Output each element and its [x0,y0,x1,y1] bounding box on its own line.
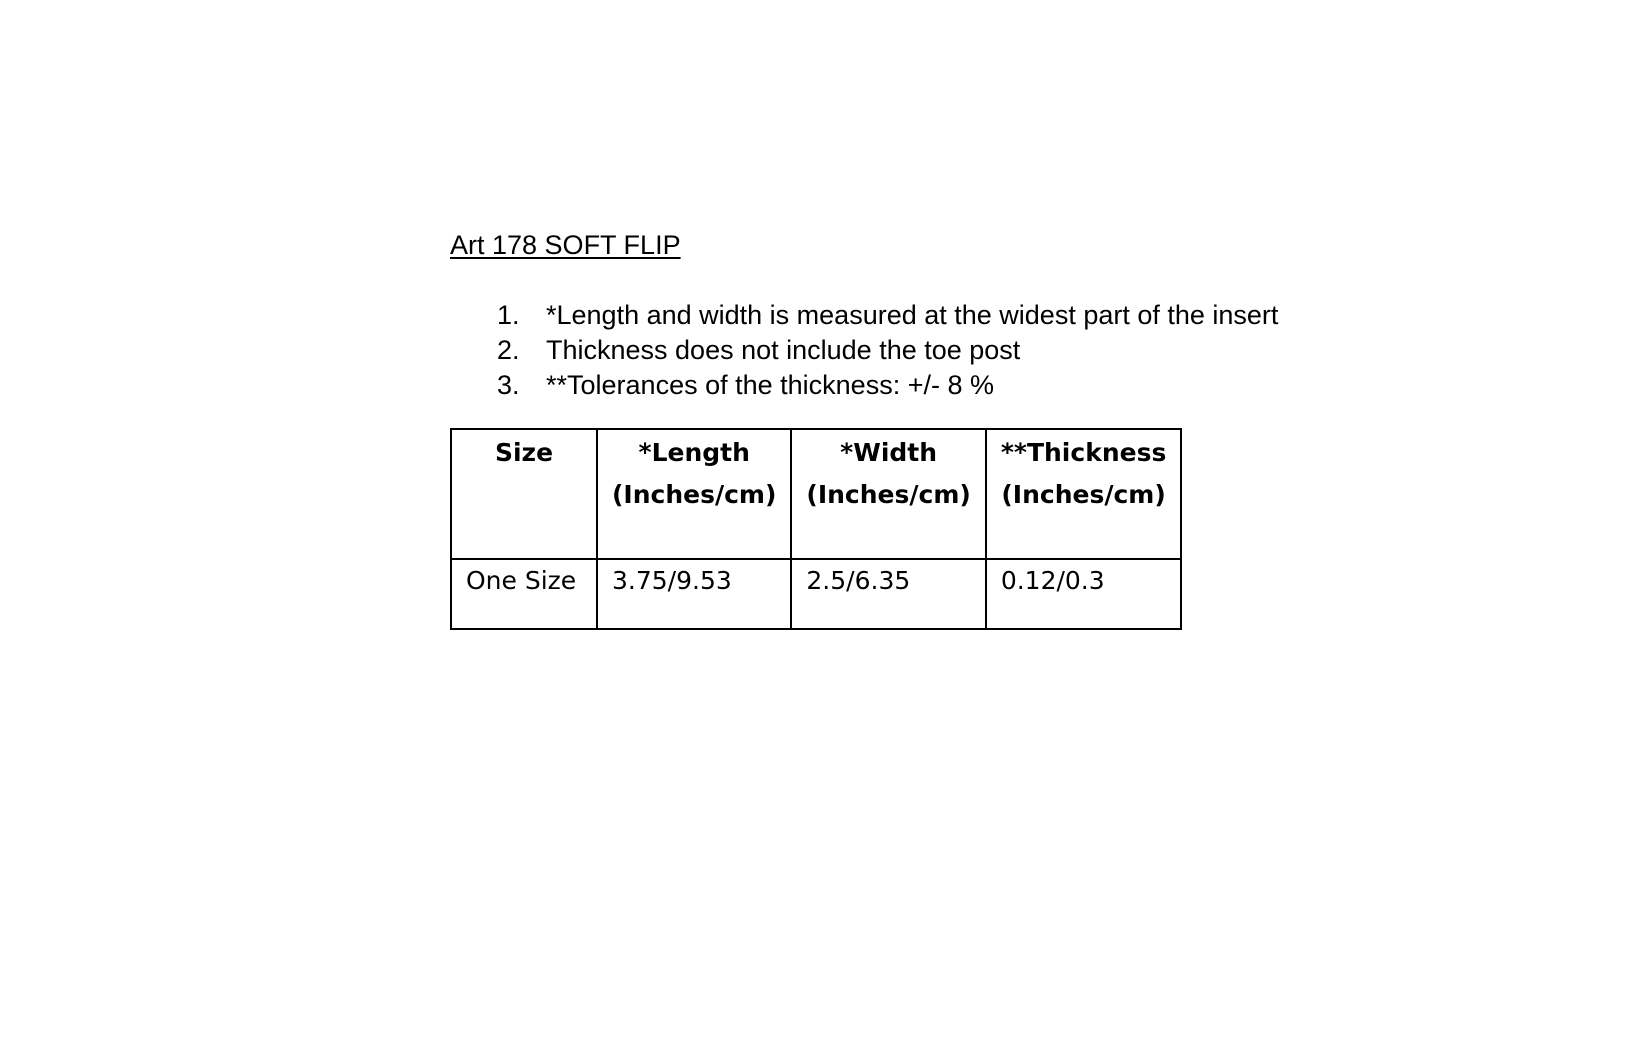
size-spec-table [450,428,1182,630]
list-item-text: **Tolerances of the thickness: +/- 8 % [546,370,994,400]
notes-list [497,298,1278,403]
header-thickness [986,429,1182,559]
header-width-unit: (Inches/cm) [806,480,971,509]
list-item-text: *Length and width is measured at the widest part of the insert [546,300,1279,330]
header-length-label: *Length [638,438,750,467]
list-item-number: 3. [497,370,520,400]
document-title: Art 178 SOFT FLIP [450,230,681,260]
header-size-label: Size [494,438,554,467]
list-item-text: Thickness does not include the toe post [546,335,1021,365]
table-header-row [451,429,1181,559]
header-size [451,429,597,559]
table-row [451,559,1181,629]
header-thickness-label: **Thickness [1000,438,1167,467]
list-item-number: 1. [497,300,520,330]
cell-size: One Size [451,559,597,629]
header-width [791,429,985,559]
list-item [497,298,1278,333]
list-item-number: 2. [497,335,520,365]
list-item [497,333,1278,368]
header-width-label: *Width [840,438,938,467]
cell-width: 2.5/6.35 [791,559,985,629]
cell-thickness: 0.12/0.3 [986,559,1182,629]
header-length-unit: (Inches/cm) [612,480,777,509]
cell-length: 3.75/9.53 [597,559,791,629]
header-length [597,429,791,559]
header-thickness-unit: (Inches/cm) [1001,480,1166,509]
list-item [497,368,1278,403]
